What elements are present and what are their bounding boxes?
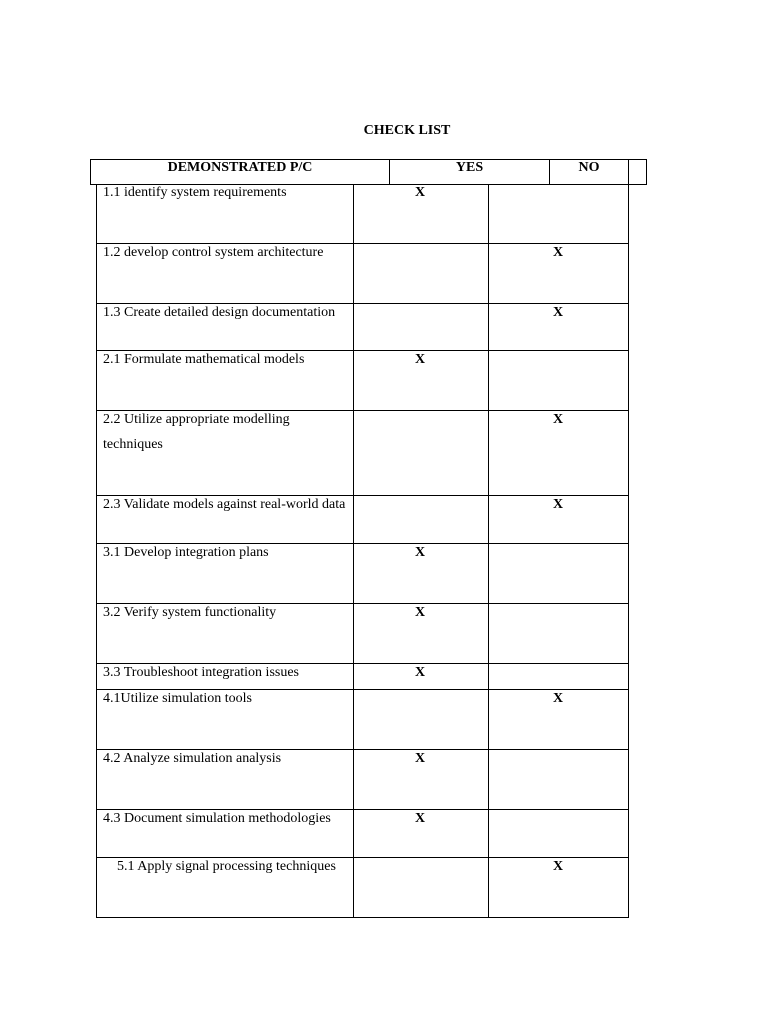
table-row: [97, 810, 628, 858]
no-cell: [489, 244, 628, 303]
check-mark: X: [553, 245, 564, 260]
pc-cell: [97, 244, 354, 303]
pc-cell: [97, 304, 354, 350]
check-mark: X: [553, 497, 564, 512]
table-row: [97, 244, 628, 304]
yes-cell: [354, 411, 489, 495]
pc-cell: [97, 858, 354, 917]
yes-cell: [354, 244, 489, 303]
pc-cell: [97, 544, 354, 603]
check-mark: X: [553, 412, 564, 427]
pc-label: 3.2 Verify system functionality: [103, 605, 277, 620]
no-cell: [489, 858, 628, 917]
no-cell: [489, 496, 628, 543]
header-demonstrated-pc: DEMONSTRATED P/C: [91, 160, 390, 184]
yes-cell: [354, 184, 489, 243]
pc-cell: [97, 496, 354, 543]
table-row: [97, 496, 628, 544]
table-row: [97, 184, 628, 244]
pc-label: 4.2 Analyze simulation analysis: [103, 751, 282, 766]
no-cell: [489, 810, 628, 857]
check-mark: X: [553, 859, 564, 874]
pc-label: 2.1 Formulate mathematical models: [103, 352, 305, 367]
no-cell: [489, 411, 628, 495]
pc-cell: [97, 750, 354, 809]
pc-label: 2.3 Validate models against real-world data: [103, 497, 346, 512]
table-row: [97, 304, 628, 351]
no-cell: [489, 184, 628, 243]
check-mark: X: [415, 811, 426, 826]
no-cell: [489, 544, 628, 603]
check-mark: X: [415, 545, 426, 560]
check-mark: X: [415, 605, 426, 620]
pc-cell: [97, 810, 354, 857]
yes-cell: [354, 544, 489, 603]
pc-label: 3.1 Develop integration plans: [103, 545, 269, 560]
pc-label: 4.3 Document simulation methodologies: [103, 811, 331, 826]
yes-cell: [354, 496, 489, 543]
pc-cell: [97, 411, 354, 495]
yes-cell: [354, 810, 489, 857]
no-cell: [489, 750, 628, 809]
yes-cell: [354, 351, 489, 410]
pc-label: 1.1 identify system requirements: [103, 185, 287, 200]
yes-cell: [354, 304, 489, 350]
check-mark: X: [415, 352, 426, 367]
pc-cell: [97, 690, 354, 749]
table-row: [97, 750, 628, 810]
table-row: [97, 858, 628, 918]
no-cell: [489, 604, 628, 663]
table-row: [97, 604, 628, 664]
no-cell: [489, 664, 628, 689]
checklist-table: [96, 184, 629, 918]
table-row: [97, 351, 628, 411]
table-row: [97, 690, 628, 750]
page-title: CHECK LIST: [363, 123, 451, 138]
pc-label: 5.1 Apply signal processing techniques: [117, 859, 336, 874]
pc-label: 1.2 develop control system architecture: [103, 245, 324, 260]
header-empty-cell: [629, 160, 646, 184]
yes-cell: [354, 664, 489, 689]
yes-cell: [354, 604, 489, 663]
check-mark: X: [553, 691, 564, 706]
header-yes: YES: [390, 160, 550, 184]
check-mark: X: [415, 665, 426, 680]
table-row: [97, 411, 628, 496]
no-cell: [489, 304, 628, 350]
pc-cell: [97, 184, 354, 243]
pc-cell: [97, 604, 354, 663]
pc-label: 2.2 Utilize appropriate modelling techniques: [103, 412, 290, 452]
no-cell: [489, 690, 628, 749]
yes-cell: [354, 690, 489, 749]
pc-label: 4.1Utilize simulation tools: [103, 691, 252, 706]
yes-cell: [354, 858, 489, 917]
yes-cell: [354, 750, 489, 809]
pc-cell: [97, 351, 354, 410]
check-mark: X: [415, 185, 426, 200]
table-row: [97, 544, 628, 604]
check-mark: X: [415, 751, 426, 766]
pc-label: 3.3 Troubleshoot integration issues: [103, 665, 300, 680]
pc-label: 1.3 Create detailed design documentation: [103, 305, 336, 320]
header-no: NO: [550, 160, 629, 184]
no-cell: [489, 351, 628, 410]
check-mark: X: [553, 305, 564, 320]
